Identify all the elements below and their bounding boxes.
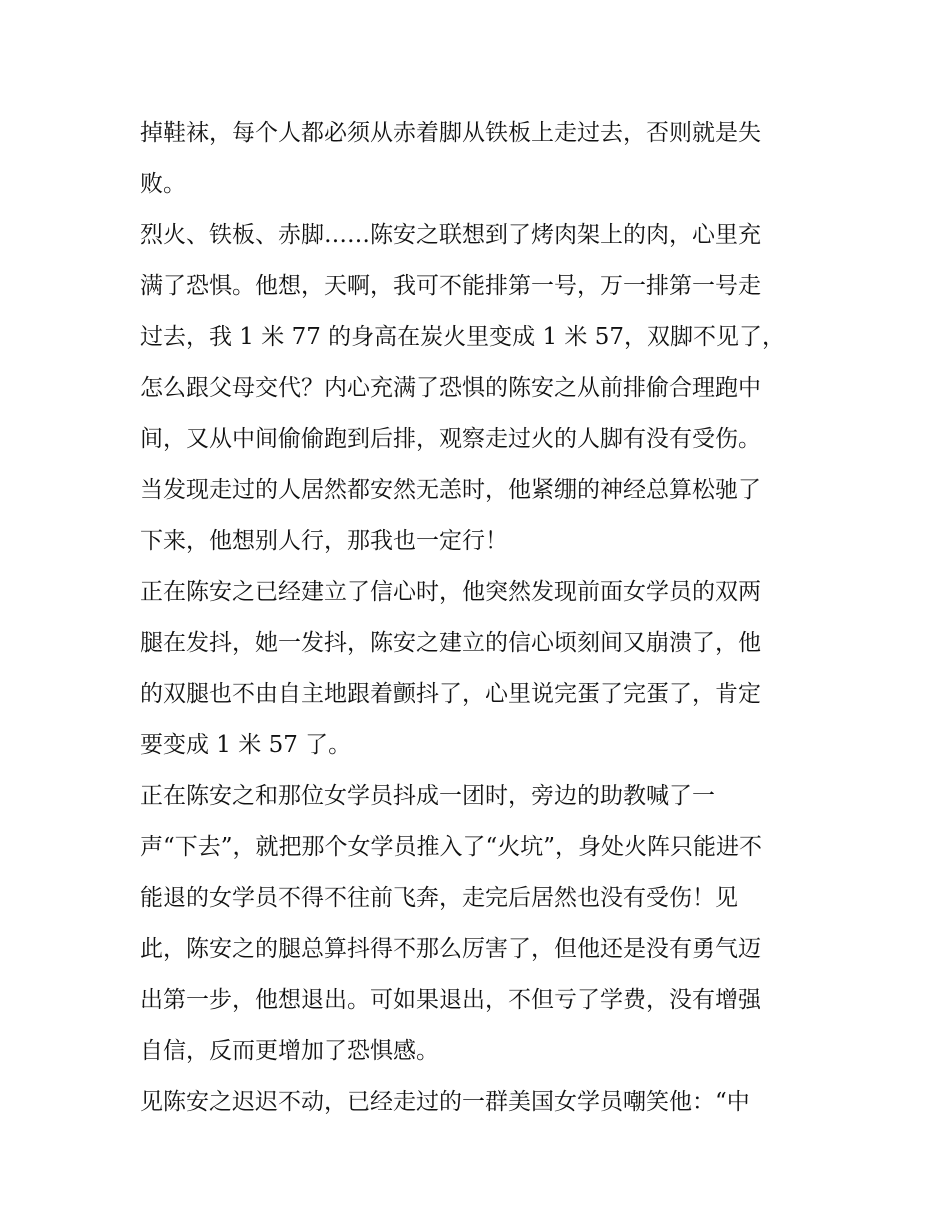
text-line: 能退的女学员不得不往前飞奔，走完后居然也没有受伤！见: [140, 885, 738, 911]
body-text: [140, 108, 820, 1128]
text-line: 自信，反而更增加了恐惧感。: [140, 1038, 439, 1064]
text-line: 此，陈安之的腿总算抖得不那么厉害了，但他还是没有勇气迈: [140, 936, 761, 962]
text-line: 腿在发抖，她一发抖，陈安之建立的信心顷刻间又崩溃了，他: [140, 630, 761, 656]
text-line: 怎么跟父母交代？内心充满了恐惧的陈安之从前排偷合理跑中: [140, 375, 761, 401]
text-line: 间，又从中间偷偷跑到后排，观察走过火的人脚有没有受伤。: [140, 426, 761, 452]
text-line: 满了恐惧。他想，天啊，我可不能排第一号，万一排第一号走: [140, 273, 761, 299]
text-line: 烈火、铁板、赤脚……陈安之联想到了烤肉架上的肉，心里充: [140, 222, 761, 248]
text-line: 败。: [140, 171, 186, 197]
text-line: 正在陈安之和那位女学员抖成一团时，旁边的助教喊了一: [140, 783, 715, 809]
text-line: 正在陈安之已经建立了信心时，他突然发现前面女学员的双两: [140, 579, 761, 605]
text-line: 见陈安之迟迟不动，已经走过的一群美国女学员嘲笑他：“中: [140, 1089, 750, 1115]
text-line: 出第一步，他想退出。可如果退出，不但亏了学费，没有增强: [140, 987, 761, 1013]
text-line: 掉鞋袜，每个人都必须从赤着脚从铁板上走过去，否则就是失: [140, 120, 761, 146]
text-line: 过去，我 1 米 77 的身高在炭火里变成 1 米 57，双脚不见了，: [140, 324, 785, 350]
text-line: 下来，他想别人行，那我也一定行！: [140, 528, 508, 554]
text-line: 要变成 1 米 57 了。: [140, 732, 352, 758]
text-line: 当发现走过的人居然都安然无恙时，他紧绷的神经总算松驰了: [140, 477, 761, 503]
text-line: 的双腿也不由自主地跟着颤抖了，心里说完蛋了完蛋了，肯定: [140, 681, 761, 707]
text-line: 声“下去”，就把那个女学员推入了“火坑”，身处火阵只能进不: [140, 834, 763, 860]
